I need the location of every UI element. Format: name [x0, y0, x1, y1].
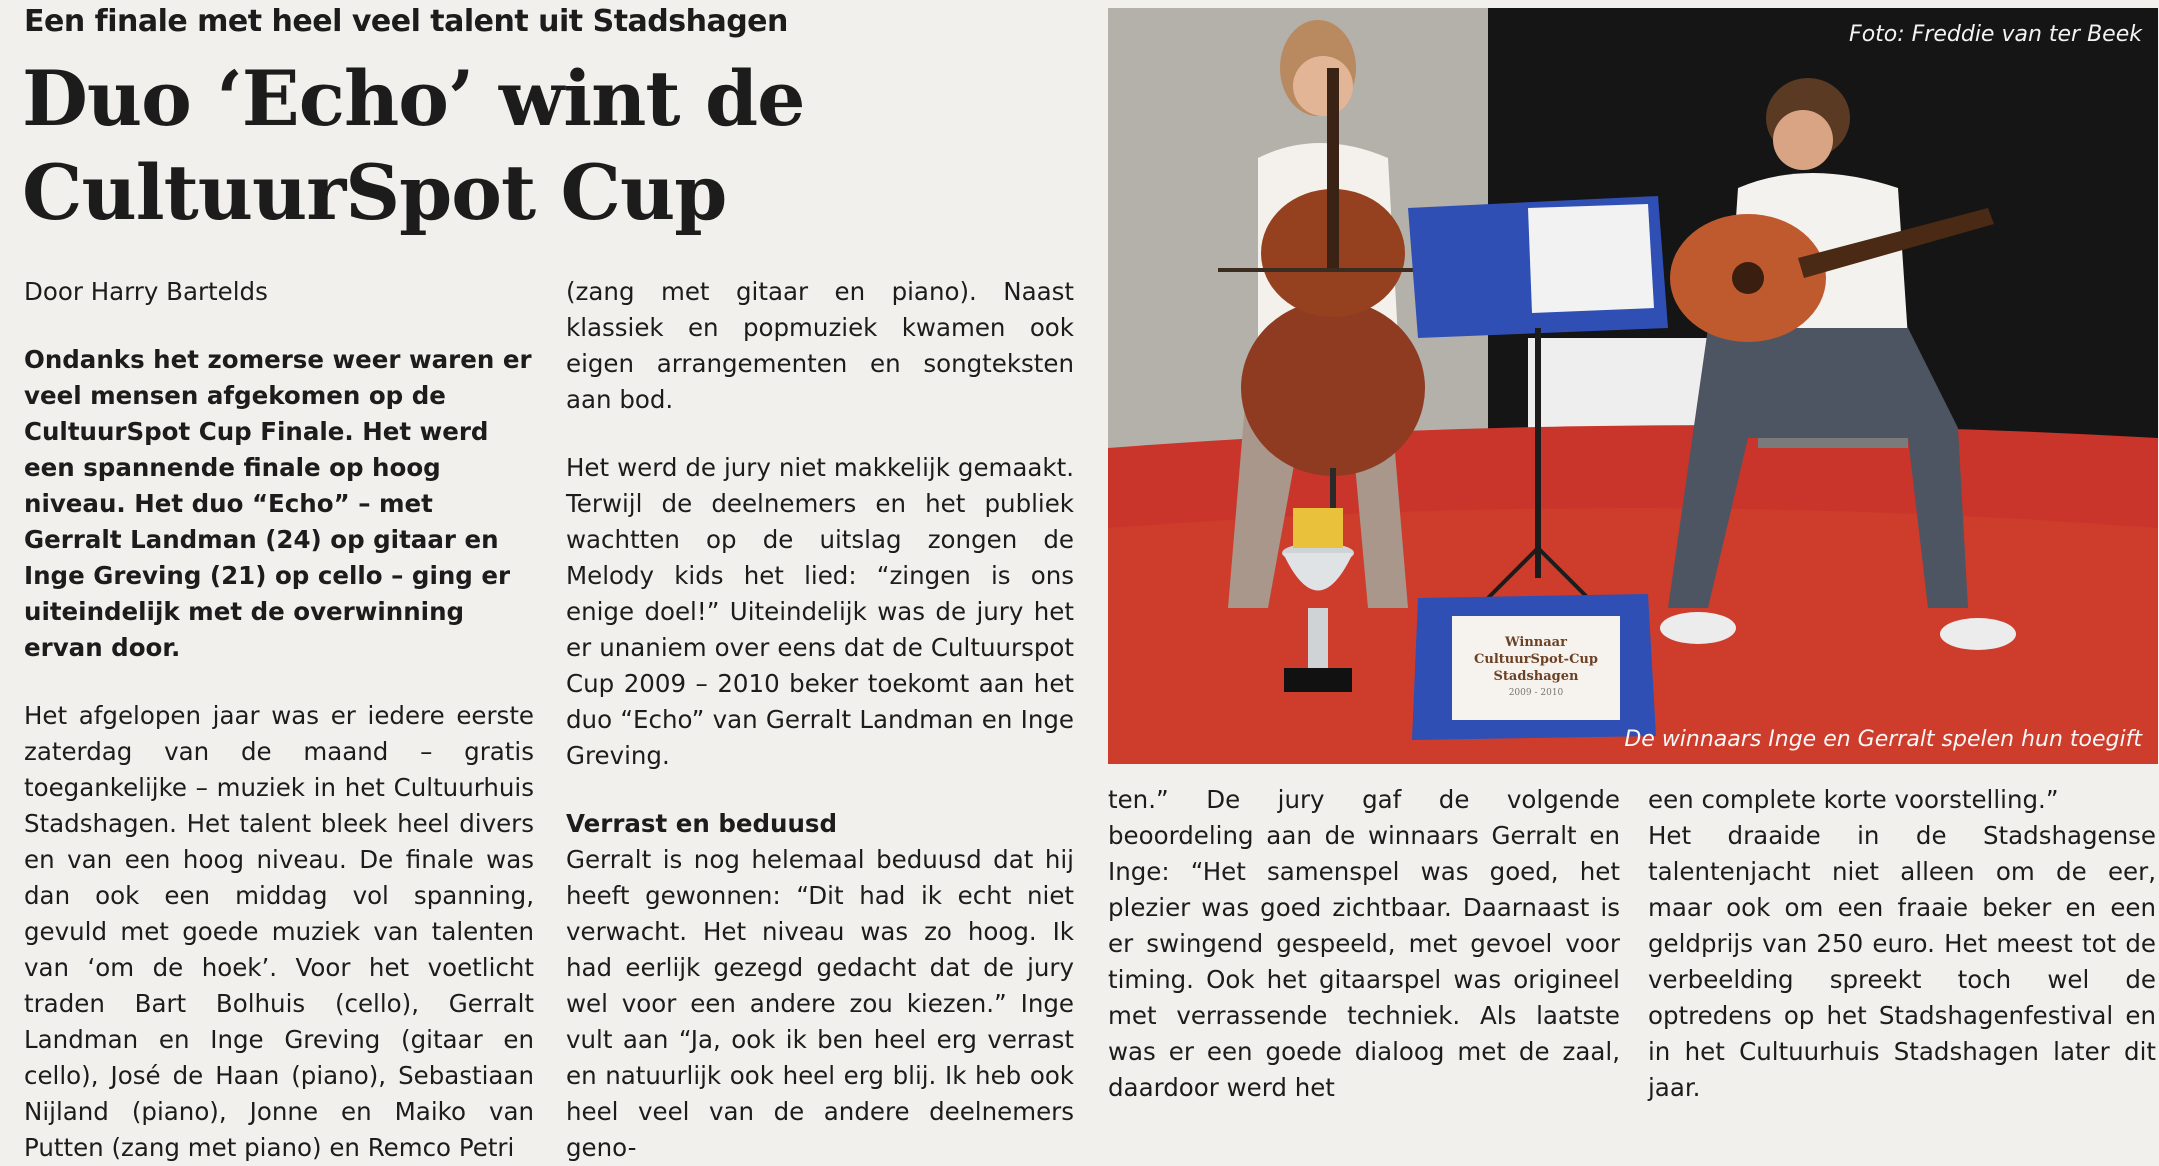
lead-paragraph: Ondanks het zomerse weer waren er veel mensen afgekomen op de CultuurSpot Cup Finale. Het werd een spannende finale op hoog niveau. Het duo “Echo” – met Gerralt Landman (24) op gitaar en Inge Greving (21) op cello – ging er uiteindelijk met de overwinning ervan door. [24, 345, 532, 662]
column-1 [24, 274, 534, 1166]
column-2 [566, 274, 1074, 1166]
byline: Door Harry Bartelds [24, 277, 268, 306]
sign-line-1: Winnaar [1505, 635, 1567, 650]
headline-line-1: Duo ‘Echo’ wint de [22, 54, 805, 143]
headline-line-2: CultuurSpot Cup [22, 148, 727, 237]
paragraph-1: Het afgelopen jaar was er iedere eerste zaterdag van de maand – gratis toegankelijke – muziek in het Cultuurhuis Stadshagen. Het talent bleek heel divers en van een hoog niveau. De finale was dan ook een middag vol spanning, gevuld met goede muziek van talenten van ‘om de hoek’. Voor het voetlicht traden Bart Bolhuis (cello), Gerralt Landman en Inge Greving (gitaar en cello), José de Haan (piano), Sebastiaan Nijland (piano), Jonne en Maiko van Putten (zang met piano) en Remco Petri [24, 701, 534, 1162]
column-3 [1108, 782, 1620, 1106]
sign-year: 2009 - 2010 [1508, 688, 1564, 698]
winner-sign [1454, 620, 1618, 732]
paragraph-3-end: een complete korte voorstelling.” [1648, 785, 2059, 814]
kicker: Een finale met heel veel talent uit Stadshagen [24, 4, 788, 39]
headline [22, 52, 804, 240]
photo-caption: De winnaars Inge en Gerralt spelen hun toegift [1624, 727, 2142, 752]
paragraph-3: Gerralt is nog helemaal beduusd dat hij heeft gewonnen: “Dit had ik echt niet verwacht. Het niveau was zo hoog. Ik had eerlijk gezegd gedacht dat de jury wel voor een andere zou kiezen.” Inge vult aan “Ja, ook ik ben heel erg verrast en natuurlijk ook heel erg blij. Ik heb ook heel veel van de andere deelnemers geno- [566, 845, 1074, 1162]
paragraph-3-continued: ten.” De jury gaf de volgende beoordeling aan de winnaars Gerralt en Inge: “Het samenspel was goed, het plezier was goed zichtbaar. Daarnaast is er swingend gespeeld, met gevoel voor timing. Ook het gitaarspel was origineel met verrassende techniek. Als laatste was er een goede dialoog met de zaal, daardoor werd het [1108, 785, 1620, 1102]
photo-illustration [1108, 8, 2158, 764]
sign-line-3: Stadshagen [1493, 669, 1579, 684]
column-4 [1648, 782, 2156, 1106]
subheading: Verrast en beduusd [566, 809, 838, 838]
sign-line-2: CultuurSpot-Cup [1474, 652, 1598, 667]
paragraph-2: Het werd de jury niet makkelijk gemaakt. Terwijl de deelnemers en het publiek wachtten op de uitslag zongen de Melody kids het lied: “zingen is ons enige doel!” Uiteindelijk was de jury het er unaniem over eens dat de Cultuurspot Cup 2009 – 2010 beker toekomt aan het duo “Echo” van Gerralt Landman en Inge Greving. [566, 453, 1074, 770]
full-text [0, 1090, 1, 1091]
photo-credit: Foto: Freddie van ter Beek [1849, 22, 2142, 47]
photo [1108, 8, 2158, 764]
paragraph-1-continued: (zang met gitaar en piano). Naast klassiek en popmuziek kwamen ook eigen arrangementen en songteksten aan bod. [566, 277, 1074, 414]
paragraph-4: Het draaide in de Stadshagense talentenjacht niet alleen om de eer, maar ook om een fraaie beker en een geldprijs van 250 euro. Het meest tot de verbeelding spreekt toch wel de optredens op het Stadshagenfestival en in het Cultuurhuis Stadshagen later dit jaar. [1648, 821, 2156, 1102]
full-lead [0, 1090, 1, 1091]
